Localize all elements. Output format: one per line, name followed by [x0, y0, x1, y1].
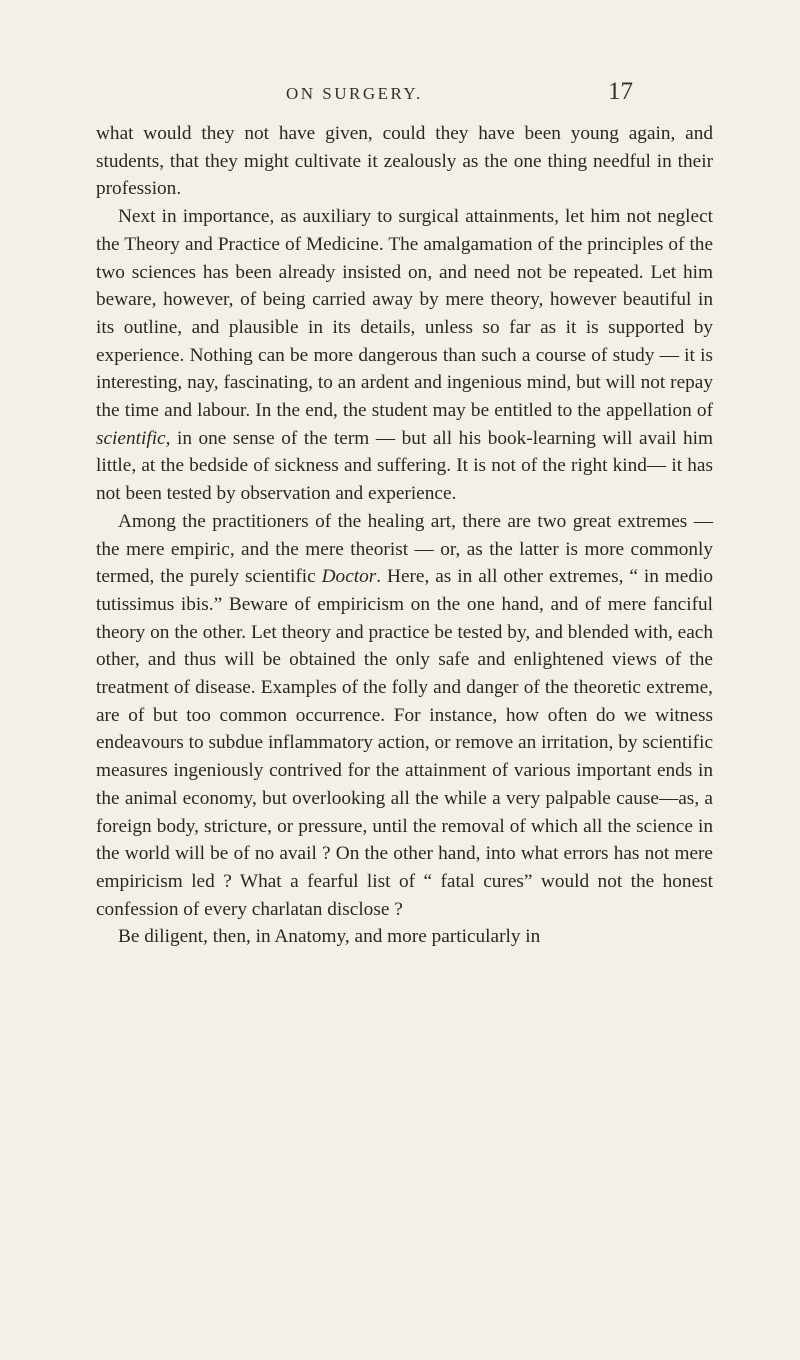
body-text [96, 120, 713, 951]
paragraph-3 [96, 508, 713, 924]
running-title: ON SURGERY. [286, 84, 423, 103]
text-segment: Among the practitioners of the healing art, there are two great extremes — the mere empiric, and the mere theorist — or, as the latter is more commonly termed, the purely scientific [96, 510, 713, 588]
paragraph-1 [96, 120, 713, 203]
paragraph-2 [96, 203, 713, 508]
italic-term-scientific: scientific [96, 427, 166, 449]
text-segment: Be diligent, then, in Anatomy, and more particularly in [118, 926, 541, 948]
page-number: 17 [608, 78, 633, 105]
text-segment: . Here, as in all other extremes, “ in medio tutissimus ibis.” Beware of empiricism on the one hand, and of mere fanciful theory on the other. Let theory and practice be tested by, and blended with, each other, and thus will be obtained the only safe and enlightened views of the treatment of disease. Examples of the folly and danger of the theoretic extreme, are of but too common occurrence. For instance, how often do we witness endeavours to subdue inflammatory action, or remove an irritation, by scientific measures ingeniously contrived for the attainment of various important ends in the animal economy, but overlooking all the while a very palpable cause—as, a foreign body, stricture, or pressure, until the removal of which all the science in the world will be of no avail ? On the other hand, into what errors has not mere empiricism led ? What a fearful list of “ fatal cures” would not the honest confession of every charlatan disclose ? [96, 566, 713, 920]
text-segment: Next in importance, as auxiliary to surgical attainments, let him not neglect the Theory and Practice of Medicine. The amalgamation of the principles of the two sciences has been already insisted on, and need not be repeated. Let him beware, however, of being carried away by mere theory, however beautiful in its outline, and plausible in its details, unless so far as it is supported by experience. Nothing can be more dangerous than such a course of study — it is interesting, nay, fascinating, to an ardent and ingenious mind, but will not repay the time and labour. In the end, the student may be entitled to the appellation of [96, 206, 713, 422]
paragraph-4 [96, 923, 713, 951]
text-segment: what would they not have given, could they have been young again, and students, that they might cultivate it zealously as the one thing needful in their profession. [96, 123, 713, 200]
italic-term-doctor: Doctor [321, 566, 377, 588]
running-head [0, 78, 800, 114]
text-segment: , in one sense of the term — but all his book-learning will avail him little, at the bedside of sickness and suffering. It is not of the right kind— it has not been tested by observation and experience. [96, 427, 713, 505]
